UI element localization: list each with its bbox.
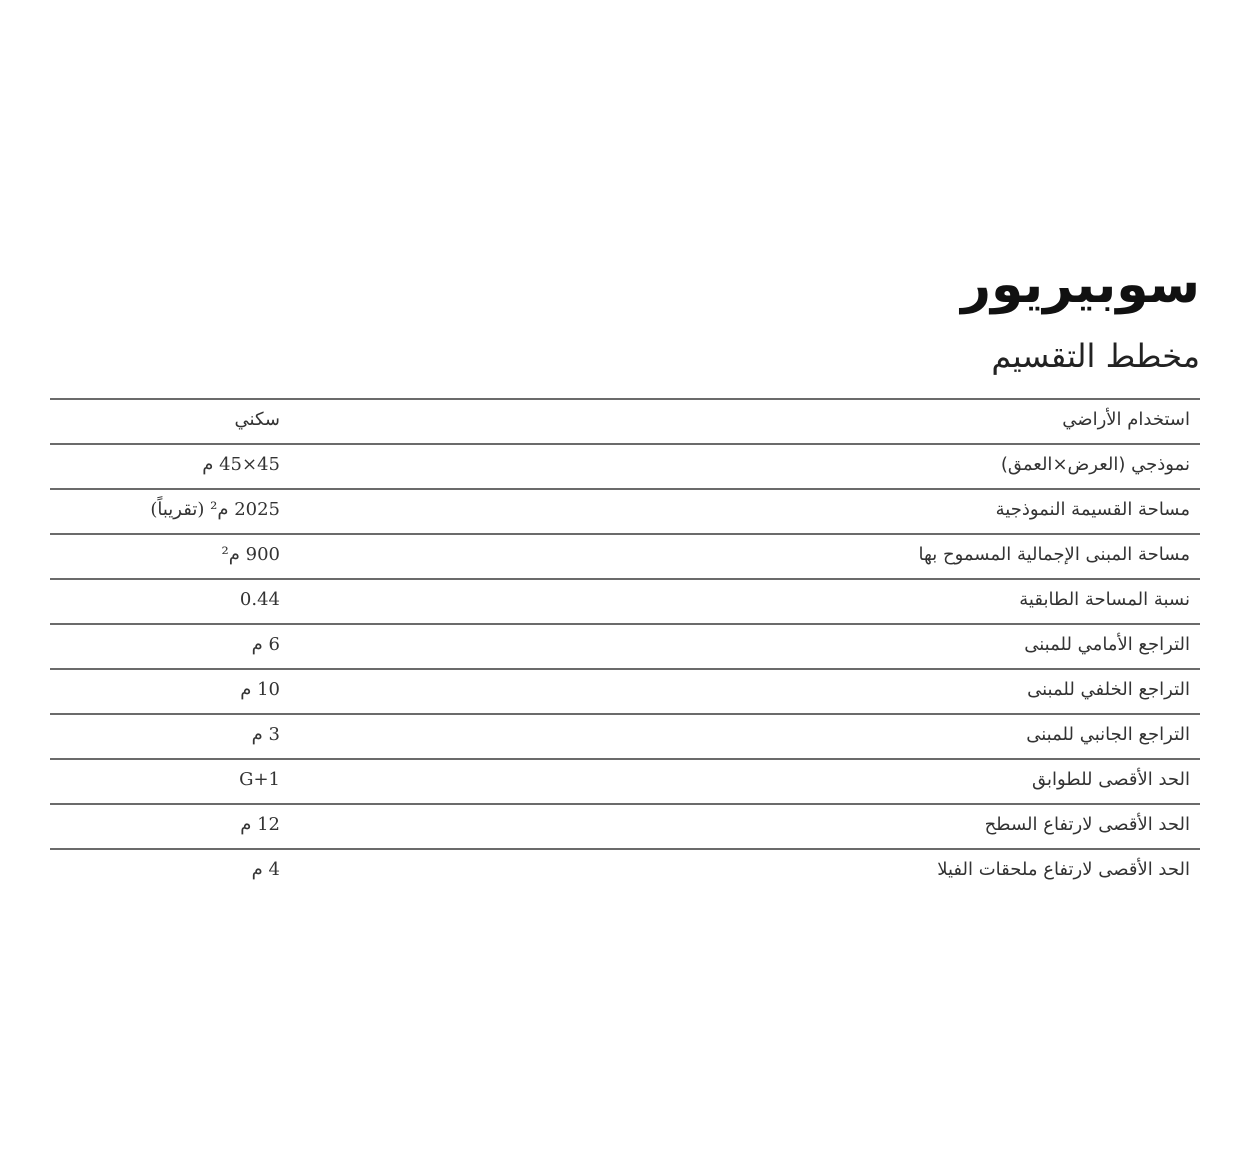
row-label-max-floors: الحد الأقصى للطوابق [1031,769,1190,790]
row-label-rear-setback: التراجع الخلفي للمبنى [1027,679,1190,700]
row-value-rear-setback: 10 م [240,679,280,700]
row-value-typical-dimensions: 45×45 م [202,454,280,475]
row-label-typical-dimensions: نموذجي (العرض×العمق) [1000,454,1190,475]
row-value-front-setback: 6 م [251,634,280,655]
row-value-max-floors: G+1 [239,769,280,790]
table-row [50,490,1200,535]
page-subtitle: مخطط التقسيم [991,337,1200,375]
zoning-spec-table [50,398,1200,893]
row-value-plot-area: 2025 م² (تقريباً) [150,499,280,520]
table-row [50,670,1200,715]
row-label-floor-area-ratio: نسبة المساحة الطابقية [1019,589,1190,610]
row-value-max-annex-height: 4 م [251,859,280,880]
row-value-side-setback: 3 م [251,724,280,745]
table-row [50,715,1200,760]
table-row [50,760,1200,805]
table-row [50,625,1200,670]
table-row [50,400,1200,445]
table-row [50,850,1200,893]
page-title: سوبيريور [961,255,1200,315]
row-value-floor-area-ratio: 0.44 [239,589,280,610]
row-label-land-use: استخدام الأراضي [1062,409,1190,430]
row-value-gross-floor-area: 900 م² [221,544,280,565]
table-row [50,535,1200,580]
row-label-max-annex-height: الحد الأقصى لارتفاع ملحقات الفيلا [937,859,1190,880]
row-label-max-roof-height: الحد الأقصى لارتفاع السطح [984,814,1190,835]
row-label-gross-floor-area: مساحة المبنى الإجمالية المسموح بها [918,544,1190,565]
table-row [50,805,1200,850]
zoning-document [50,250,1200,893]
row-label-front-setback: التراجع الأمامي للمبنى [1024,634,1190,655]
table-row [50,445,1200,490]
row-value-land-use: سكني [234,409,280,430]
row-value-max-roof-height: 12 م [240,814,280,835]
row-label-side-setback: التراجع الجانبي للمبنى [1026,724,1190,745]
table-row [50,580,1200,625]
row-label-plot-area: مساحة القسيمة النموذجية [995,499,1190,520]
